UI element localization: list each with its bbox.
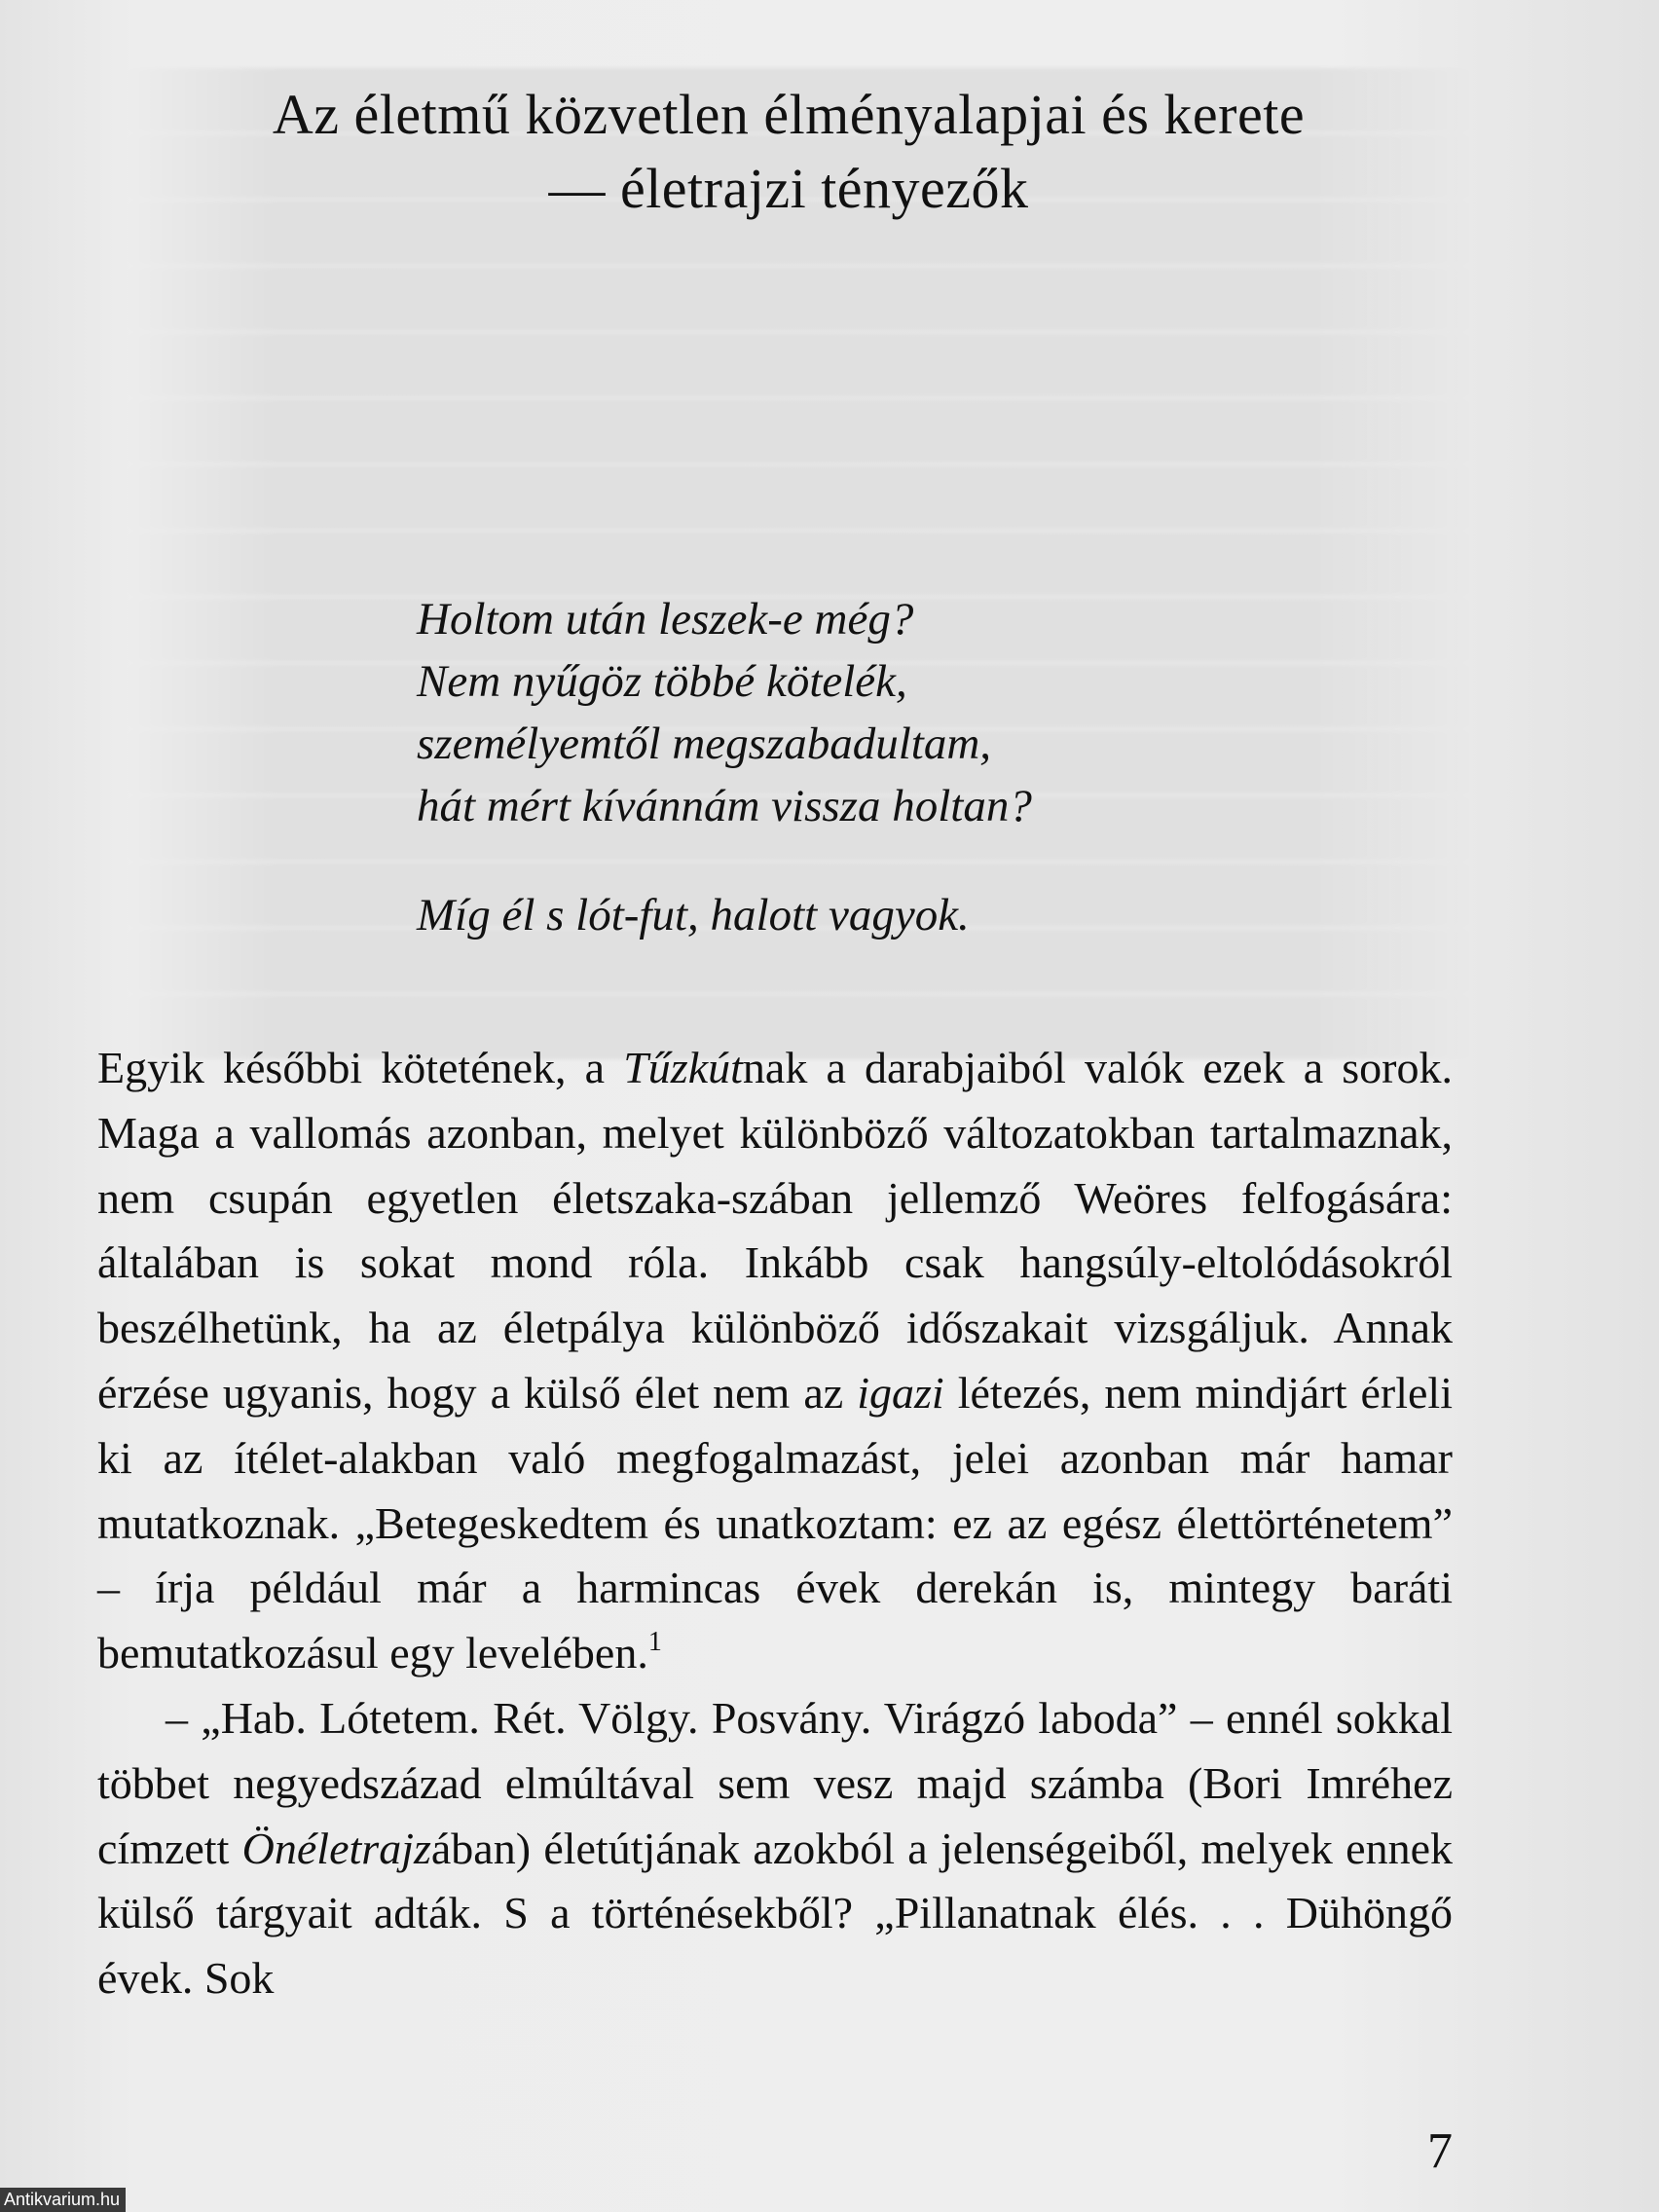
chapter-heading-line-1: Az életmű közvetlen élményalapjai és kerete bbox=[272, 83, 1306, 146]
italic-emphasis: igazi bbox=[857, 1367, 944, 1418]
chapter-heading-line-2: — életrajzi tényezők bbox=[548, 157, 1029, 220]
poem-line: személyemtől megszabadultam, bbox=[417, 719, 992, 769]
poem-closing-line: Míg él s lót-fut, halott vagyok. bbox=[417, 890, 970, 940]
page-number: 7 bbox=[1427, 2123, 1453, 2179]
poem-epigraph bbox=[417, 588, 1032, 946]
italic-title: Önéletrajz bbox=[241, 1823, 431, 1873]
paragraph-1 bbox=[97, 1036, 1453, 1686]
paragraph-text: Egyik későbbi kötetének, a bbox=[97, 1043, 624, 1092]
poem-line: Holtom után leszek-e még? bbox=[417, 594, 914, 645]
body-text bbox=[97, 1036, 1453, 2011]
chapter-heading bbox=[185, 78, 1392, 226]
italic-title: Tűzkút bbox=[623, 1043, 743, 1092]
watermark: Antikvarium.hu bbox=[0, 2188, 126, 2212]
poem-line: hát mért kívánnám vissza holtan? bbox=[417, 781, 1032, 831]
footnote-marker: 1 bbox=[647, 1627, 662, 1658]
paragraph-2 bbox=[97, 1686, 1453, 2011]
poem-line: Nem nyűgöz többé kötelék, bbox=[417, 656, 907, 707]
paragraph-text: nak a darabjaiból valók ezek a sorok. Maga a vallomás azonban, melyet különböző változatokban tartalmaznak, nem csupán egyetlen életszaka-szában jellemző Weöres felfogására: általában is sokat mond róla. Inkább csak hangsúly-eltolódásokról beszélhetünk, ha az életpálya különböző időszakait vizsgáljuk. Annak érzése ugyanis, hogy a külső élet nem az bbox=[97, 1043, 1453, 1418]
paragraph-text: létezés, nem mindjárt érleli ki az ítélet-alakban való megfogalmazást, jelei azonban már hamar mutatkoznak. „Betegeskedtem és unatkoztam: ez az egész élettörténetem” – írja például már a harmincas évek derekán is, mintegy baráti bemutatkozásul egy levelében. bbox=[97, 1367, 1453, 1678]
paragraph-text: ában) életútjának azokból a jelenségeiből, melyek ennek külső tárgyait adták. S a történésekből? „Pillanatnak élés. . . Dühöngő évek. Sok bbox=[97, 1823, 1453, 2004]
paragraph-text: – „Hab. Lótetem. Rét. Völgy. Posvány. Virágzó laboda” – ennél sokkal többet negyedszázad elmúltával sem vesz majd számba (Bori Imréhez címzett bbox=[97, 1692, 1453, 1873]
